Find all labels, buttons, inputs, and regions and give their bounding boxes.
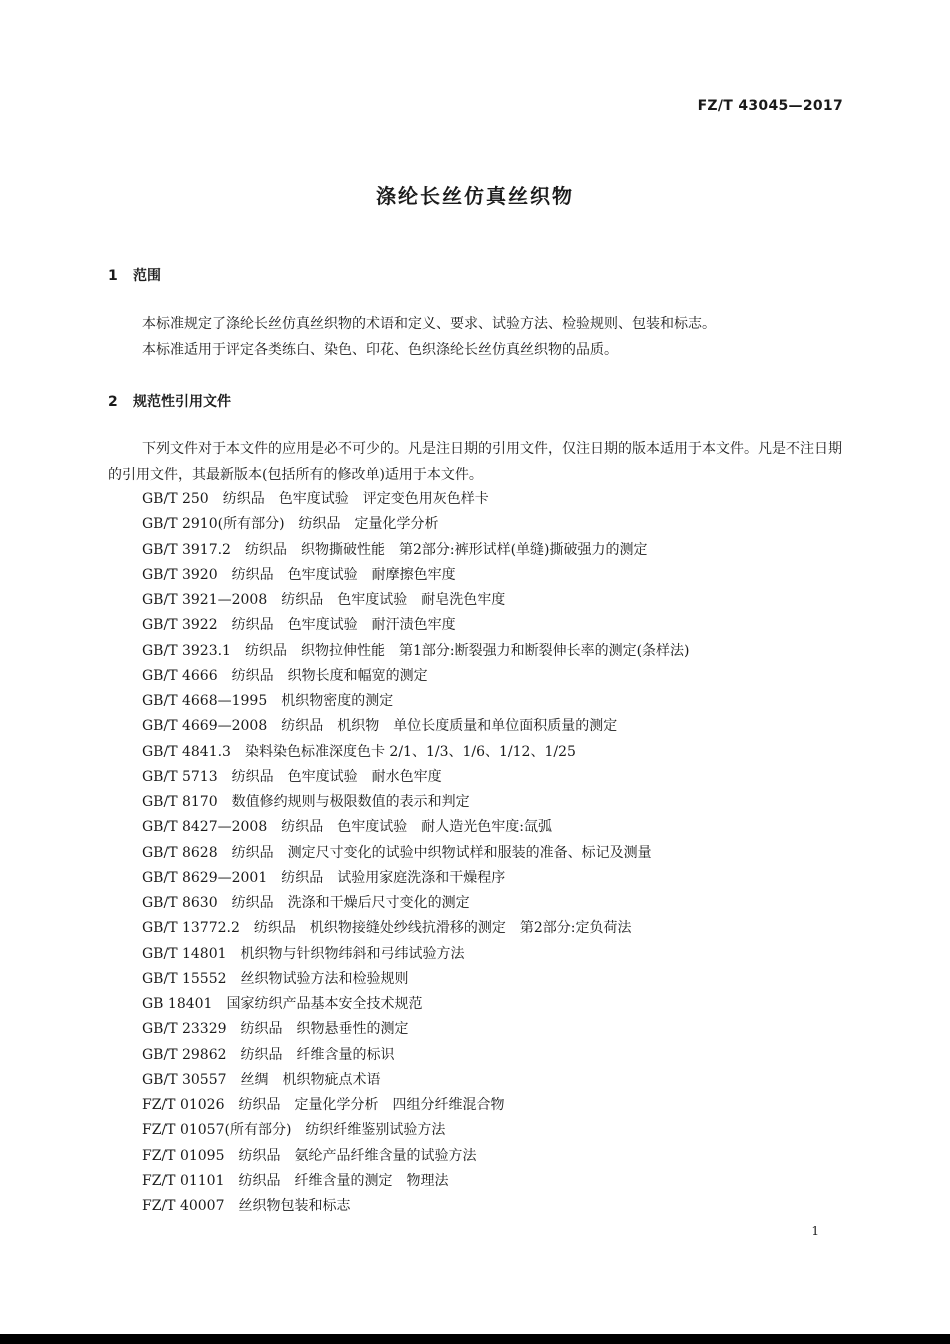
reference-item: GB/T 3921—2008 纺织品 色牢度试验 耐皂洗色牢度 — [142, 592, 506, 608]
reference-item: GB/T 4666 纺织品 织物长度和幅宽的测定 — [142, 667, 428, 684]
reference-item: GB/T 13772.2 纺织品 机织物接缝处纱线抗滑移的测定 第2部分:定负荷法 — [142, 920, 632, 937]
reference-item: GB/T 3922 纺织品 色牢度试验 耐汗渍色牢度 — [142, 617, 456, 634]
reference-item: GB/T 250 纺织品 色牢度试验 评定变色用灰色样卡 — [142, 491, 489, 507]
reference-item: GB/T 4668—1995 机织物密度的测定 — [142, 693, 394, 709]
reference-item: GB/T 8628 纺织品 测定尺寸变化的试验中织物试样和服装的准备、标记及测量 — [142, 844, 652, 861]
paragraph: 下列文件对于本文件的应用是必不可少的。凡是注日期的引用文件，仅注日期的版本适用于本文件。凡是不注日期的引用文件，其最新版本(包括所有的修改单)适用于本文件。 — [108, 441, 842, 483]
reference-item: GB/T 14801 机织物与针织物纬斜和弓纬试验方法 — [142, 945, 465, 962]
section-1-body — [108, 312, 844, 363]
bottom-edge-bar — [0, 1334, 950, 1344]
reference-item: GB/T 4669—2008 纺织品 机织物 单位长度质量和单位面积质量的测定 — [142, 718, 618, 735]
reference-item: GB/T 3917.2 纺织品 织物撕破性能 第2部分:裤形试样(单缝)撕破强力的测定 — [142, 541, 648, 558]
paragraph: 本标准规定了涤纶长丝仿真丝织物的术语和定义、要求、试验方法、检验规则、包装和标志。 — [142, 316, 716, 332]
standard-code: FZ/T 43045—2017 — [697, 98, 843, 114]
reference-item: FZ/T 40007 丝织物包装和标志 — [142, 1198, 351, 1214]
reference-item: FZ/T 01095 纺织品 氨纶产品纤维含量的试验方法 — [142, 1147, 477, 1164]
reference-item: FZ/T 01057(所有部分) 纺织纤维鉴别试验方法 — [142, 1122, 446, 1139]
section-2-heading — [108, 391, 231, 411]
reference-item: GB/T 15552 丝织物试验方法和检验规则 — [142, 970, 409, 987]
section-number: 1 — [108, 268, 118, 284]
reference-item: GB/T 2910(所有部分) 纺织品 定量化学分析 — [142, 516, 439, 533]
reference-item: GB/T 29862 纺织品 纤维含量的标识 — [142, 1046, 395, 1063]
reference-item: GB/T 3920 纺织品 色牢度试验 耐摩擦色牢度 — [142, 566, 456, 583]
reference-item: FZ/T 01101 纺织品 纤维含量的测定 物理法 — [142, 1172, 449, 1189]
reference-item: GB/T 5713 纺织品 色牢度试验 耐水色牢度 — [142, 768, 442, 785]
reference-item: GB/T 8427—2008 纺织品 色牢度试验 耐人造光色牢度:氙弧 — [142, 819, 552, 836]
reference-item: GB/T 30557 丝绸 机织物疵点术语 — [142, 1071, 381, 1088]
section-1-heading — [108, 265, 161, 285]
document-title: 涤纶长丝仿真丝织物 — [376, 184, 574, 208]
reference-item: GB/T 8630 纺织品 洗涤和干燥后尺寸变化的测定 — [142, 895, 470, 911]
section-title: 规范性引用文件 — [133, 394, 231, 410]
section-title: 范围 — [133, 268, 161, 284]
section-2-intro — [108, 437, 844, 488]
reference-item: GB/T 23329 纺织品 织物悬垂性的测定 — [142, 1021, 409, 1038]
section-number: 2 — [108, 394, 118, 410]
reference-item: GB/T 8629—2001 纺织品 试验用家庭洗涤和干燥程序 — [142, 869, 506, 886]
page-number: 1 — [811, 1224, 819, 1238]
reference-item: GB/T 3923.1 纺织品 织物拉伸性能 第1部分:断裂强力和断裂伸长率的测定(条样法) — [142, 642, 690, 659]
reference-item: FZ/T 01026 纺织品 定量化学分析 四组分纤维混合物 — [142, 1097, 505, 1113]
reference-item: GB/T 8170 数值修约规则与极限数值的表示和判定 — [142, 794, 470, 810]
reference-item: GB/T 4841.3 染料染色标准深度色卡 2/1、1/3、1/6、1/12、1/25 — [142, 743, 576, 760]
reference-list — [142, 487, 690, 1219]
paragraph: 本标准适用于评定各类练白、染色、印花、色织涤纶长丝仿真丝织物的品质。 — [142, 341, 618, 358]
reference-item: GB 18401 国家纺织产品基本安全技术规范 — [142, 996, 423, 1012]
